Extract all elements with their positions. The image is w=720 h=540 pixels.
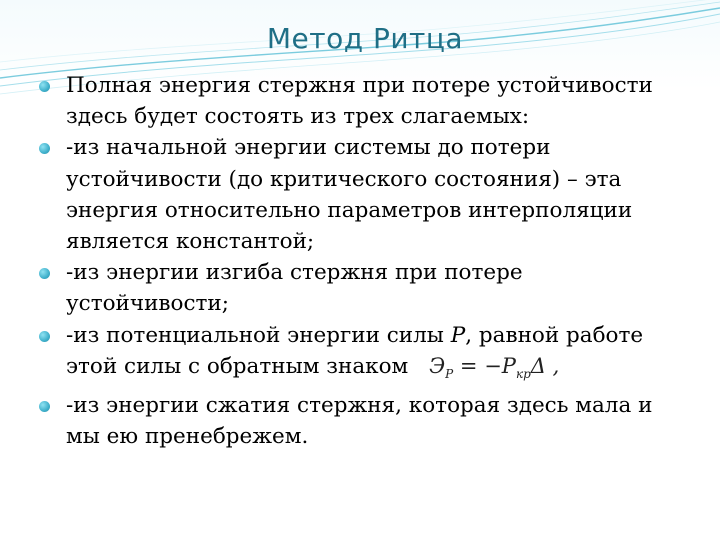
bullet-item: [30, 132, 690, 257]
bullet-dot-icon: [39, 401, 50, 412]
bullet-dot-icon: [39, 331, 50, 342]
energy-formula: [429, 351, 559, 390]
force-symbol: P: [450, 322, 466, 348]
formula-force-subscript: кр: [515, 367, 531, 382]
bullet-text: Полная энергия стержня при потере устойчивости здесь будет состоять из трех слагаемых:: [66, 73, 653, 130]
bullet-text: -из энергии сжатия стержня, которая здесь мала и мы ею пренебрежем.: [66, 393, 653, 450]
formula-equals: = −: [453, 353, 502, 378]
bullet-item: [30, 390, 690, 452]
formula-trail: ,: [545, 353, 560, 378]
slide-title: Метод Ритца: [266, 22, 464, 55]
bullet-item: [30, 320, 690, 391]
formula-lhs-subscript: P: [445, 367, 454, 382]
bullet-text: -из начальной энергии системы до потери устойчивости (до критического состояния) – эта энергия относительно параметров интерполяции является константой;: [66, 135, 633, 255]
bullet-dot-icon: [39, 143, 50, 154]
bullet-list: [30, 70, 690, 453]
formula-delta: Δ: [530, 353, 546, 378]
bullet-text: , равной работе этой силы с обратным знаком: [66, 322, 644, 379]
bullet-item: [30, 257, 690, 319]
bullet-text: -из энергии изгиба стержня при потере устойчивости;: [66, 260, 523, 317]
bullet-dot-icon: [39, 268, 50, 279]
bullet-item: [30, 70, 690, 132]
formula-force: P: [501, 353, 516, 378]
bullet-text: -из потенциальной энергии силы: [66, 322, 451, 348]
formula-lhs: Э: [429, 353, 446, 378]
bullet-dot-icon: [39, 81, 50, 92]
